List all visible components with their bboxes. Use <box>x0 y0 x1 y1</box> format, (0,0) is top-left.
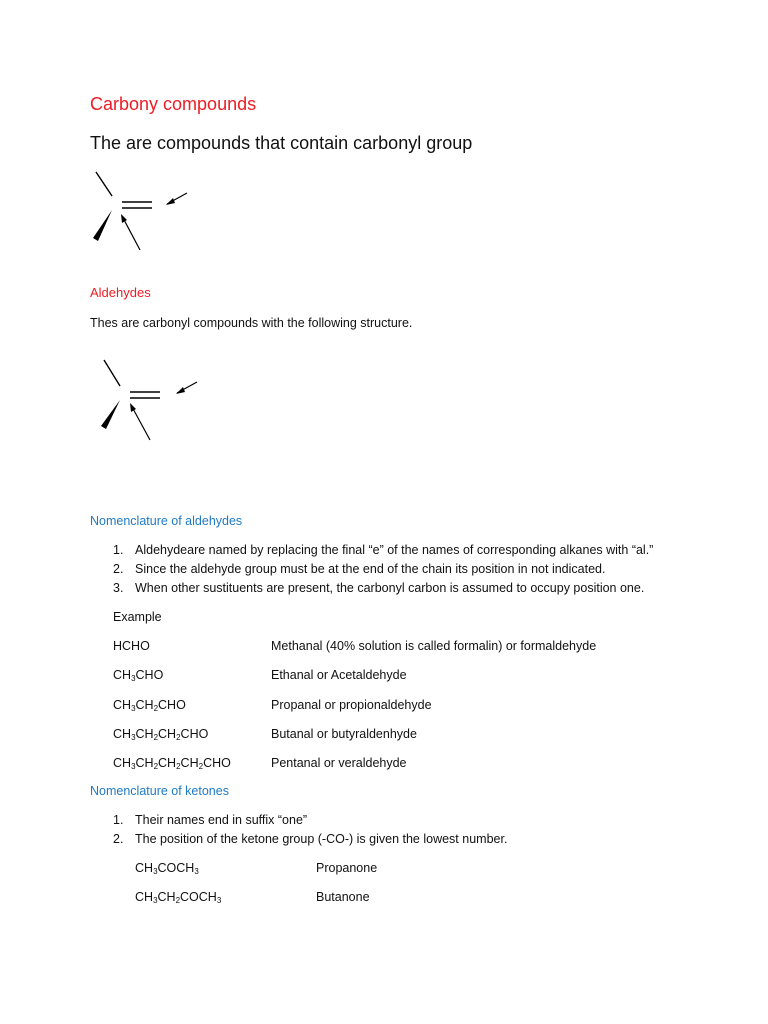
compound-name-cell: Butanal or butyraldenhyde <box>271 727 417 741</box>
nomenclature-ketones-heading: Nomenclature of ketones <box>90 784 229 798</box>
compound-name-cell: Butanone <box>316 890 370 904</box>
aldehydes-heading: Aldehydes <box>90 285 151 300</box>
formula-cell: $CH_3CH_2CH_2CH_2CHO$ <box>113 756 231 771</box>
nomenclature-aldehydes-heading: Nomenclature of aldehydes <box>90 514 243 528</box>
list-item: 2. Since the aldehyde group must be at the end of the chain its position in not indicated. <box>113 562 606 576</box>
bond-line <box>104 360 120 386</box>
list-item: 3. When other sustituents are present, the carbonyl carbon is assumed to occupy position one. <box>113 581 645 595</box>
formula-cell: $CH_3CH_2CHO$ <box>113 698 186 713</box>
intro-text: The are compounds that contain carbonyl group <box>90 133 473 153</box>
list-item: 2. The position of the ketone group (-CO-) is given the lowest number. <box>113 832 508 846</box>
page-title: Carbony compounds <box>90 94 257 114</box>
aldehyde-structure-diagram <box>96 354 206 444</box>
compound-name-cell: Pentanal or veraldehyde <box>271 756 407 770</box>
arrow-lower-head <box>130 403 136 412</box>
compound-name-cell: Propanone <box>316 861 378 875</box>
arrow-right-head <box>166 198 175 205</box>
carbonyl-structure-diagram <box>88 166 198 256</box>
example-label: Example <box>113 610 162 624</box>
list-item: 1. Aldehydeare named by replacing the final “e” of the names of corresponding alkanes with “al.” <box>113 543 654 557</box>
wedge-bond <box>101 400 120 429</box>
arrow-right-head <box>176 387 185 394</box>
arrow-lower-head <box>121 214 127 223</box>
aldehydes-description: Thes are carbonyl compounds with the following structure. <box>90 316 413 330</box>
bond-line <box>96 172 112 196</box>
list-item: 1. Their names end in suffix “one” <box>113 813 308 827</box>
formula-cell: $CH_3COCH_3$ <box>135 861 199 876</box>
compound-name-cell: Methanal (40% solution is called formalin) or formaldehyde <box>271 639 597 653</box>
formula-cell: $CH_3CHO$ <box>113 668 164 683</box>
compound-name-cell: Propanal or propionaldehyde <box>271 698 432 712</box>
formula-cell: $CH_3CH_2CH_2CHO$ <box>113 727 209 742</box>
formula-cell: HCHO <box>113 639 150 653</box>
formula-cell: $CH_3CH_2COCH_3$ <box>135 890 222 905</box>
wedge-bond <box>93 210 112 241</box>
compound-name-cell: Ethanal or Acetaldehyde <box>271 668 407 682</box>
